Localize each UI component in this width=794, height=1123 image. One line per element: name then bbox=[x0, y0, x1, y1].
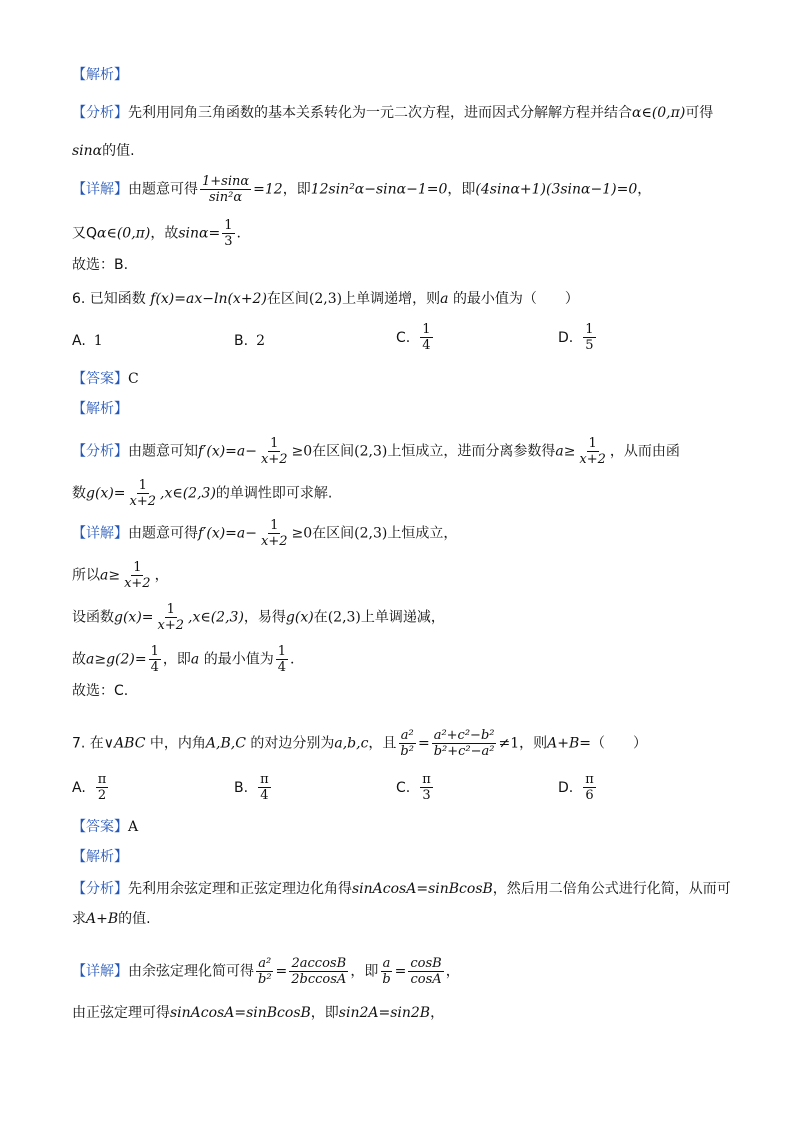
q7-detail-text-2: ，即 bbox=[350, 963, 379, 980]
q6-frac2-den: x+2 bbox=[579, 452, 606, 467]
q7-d4-den: cosA bbox=[410, 972, 442, 987]
q6-analysis-fraction bbox=[259, 436, 290, 467]
q7-stem-text-5: =（ ） bbox=[579, 735, 647, 752]
q6-analysis-fraction-2 bbox=[577, 436, 608, 467]
q7-last-text-3: ， bbox=[430, 1005, 445, 1021]
q7-b-num: π bbox=[260, 772, 269, 787]
q6-g-den: x+2 bbox=[129, 494, 157, 509]
q6-stem-prefix: 6. 已知函数 bbox=[72, 291, 146, 307]
q6-option-c-key: C. bbox=[396, 329, 411, 346]
q6-step2-den: x+2 bbox=[124, 576, 151, 591]
q7-option-c-key: C. bbox=[396, 779, 411, 796]
q6-d-den: 5 bbox=[585, 338, 594, 353]
q7-analysis2-math: A+B bbox=[86, 911, 119, 927]
q6-detail-derivative: f′(x)=a− bbox=[198, 525, 257, 542]
q6-detail-den: x+2 bbox=[261, 534, 288, 549]
q6-g-domain: ,x∈(2,3) bbox=[160, 485, 216, 502]
fenxi-label: 【分析】 bbox=[72, 105, 128, 121]
q7-option-a bbox=[72, 772, 110, 803]
analysis-label: 【解析】 bbox=[72, 849, 128, 865]
q6-step4-line bbox=[72, 644, 734, 675]
q5-third-den: 3 bbox=[224, 234, 233, 249]
q7-option-a-key: A. bbox=[72, 779, 86, 796]
q5-analysis-text: 先利用同角三角函数的基本关系转化为一元二次方程，进而因式分解解方程并结合 bbox=[128, 105, 632, 121]
q7-analysis-math-1: sinAcosA=sinBcosB bbox=[352, 881, 493, 897]
q5-analysis-line-2 bbox=[72, 142, 734, 160]
q6-frac-den: x+2 bbox=[261, 452, 288, 467]
q7-option-b-fraction bbox=[258, 772, 271, 803]
q5-detail-line bbox=[72, 174, 734, 205]
q6-step2-fraction bbox=[122, 560, 153, 591]
q6-step3-line bbox=[72, 602, 734, 633]
q5-detail-text-2: ，即 bbox=[282, 181, 311, 198]
q6-analysis-math-3: a≥ bbox=[555, 443, 576, 460]
q6-detail-text-3: 上恒成立， bbox=[387, 525, 458, 542]
q7-b-den: 4 bbox=[260, 788, 269, 803]
q6-analysis2-text-2: 的单调性即可求解. bbox=[215, 485, 333, 502]
q6-answer: C bbox=[128, 371, 139, 387]
q7-d4-num: cosB bbox=[410, 956, 442, 971]
analysis-label: 【解析】 bbox=[72, 401, 128, 417]
q5-third-num: 1 bbox=[224, 218, 233, 233]
q6-analysis-text-2: 在区间 bbox=[312, 443, 355, 460]
q6-answer-line bbox=[72, 370, 734, 388]
q7-c-num: π bbox=[422, 772, 431, 787]
q7-option-b-key: B. bbox=[234, 779, 249, 796]
q7-d3-den: b bbox=[382, 972, 391, 987]
q5-line2-text-2: ，故 bbox=[150, 225, 179, 242]
q7-d2-num: 2accosB bbox=[291, 956, 347, 971]
q7-d2-den: 2bccosA bbox=[291, 972, 347, 987]
q7-triangle: ABC bbox=[114, 735, 146, 752]
q7-analysis-line-2 bbox=[72, 910, 734, 928]
q7-stem-neq: ≠1 bbox=[498, 735, 520, 752]
q5-choice: 故选：B. bbox=[72, 257, 129, 273]
q7-a-num: π bbox=[97, 772, 107, 787]
answer-label: 【答案】 bbox=[72, 371, 128, 387]
q6-step3-g: g(x)= bbox=[114, 609, 154, 626]
q7-f1-num: a² bbox=[400, 728, 414, 743]
xiangjie-label: 【详解】 bbox=[72, 525, 128, 542]
q7-d1-num: a² bbox=[258, 956, 272, 971]
q6-derivative: f′(x)=a− bbox=[198, 443, 257, 460]
q6-step4-tail: . bbox=[289, 651, 295, 668]
q7-answer: A bbox=[128, 819, 139, 835]
q6-option-a-key: A. bbox=[72, 333, 86, 349]
q5-conclusion-line: 又Qα∈(0,π)，故sinα= $\frac{1}{3}$ . bbox=[72, 218, 241, 249]
q6-step4-fraction bbox=[149, 644, 161, 675]
q7-detail-fraction-3 bbox=[380, 956, 392, 987]
q7-last-line bbox=[72, 1004, 734, 1022]
q6-option-d bbox=[558, 322, 598, 353]
q7-detail-fraction-1 bbox=[256, 956, 274, 987]
q6-analysis-text-1: 由题意可知 bbox=[128, 443, 198, 460]
q7-option-d bbox=[558, 772, 598, 803]
q5-analysis-line bbox=[72, 104, 734, 122]
fenxi-label: 【分析】 bbox=[72, 881, 128, 897]
q6-g-fraction bbox=[128, 478, 159, 509]
q7-detail-eq-2: = bbox=[394, 963, 407, 980]
q6-option-c-fraction bbox=[420, 322, 432, 353]
q6-stem-text-1: 在区间 bbox=[266, 291, 309, 307]
q6-step4-text-1: 故 bbox=[72, 651, 86, 668]
q7-sides: a,b,c bbox=[334, 735, 369, 752]
q7-detail-text-3: ， bbox=[445, 963, 460, 980]
xiangjie-label: 【详解】 bbox=[72, 181, 128, 198]
q6-step4-var: a bbox=[190, 651, 200, 668]
q6-analysis-text-4: ，从而由函 bbox=[609, 443, 680, 460]
q7-d-num: π bbox=[585, 772, 594, 787]
q5-alpha-interval: α∈(0,π) bbox=[632, 105, 686, 121]
q7-stem-eq: = bbox=[417, 735, 430, 752]
q5-frac-num: 1+sinα bbox=[202, 174, 250, 189]
q6-step4-den: 4 bbox=[150, 660, 159, 675]
q7-angles: A,B,C bbox=[205, 735, 246, 752]
q6-step3-text-4: 上单调递减， bbox=[360, 609, 445, 626]
analysis-label: 【解析】 bbox=[72, 67, 128, 83]
q5-line2-math-1: α∈(0,π) bbox=[97, 225, 151, 242]
q6-analysis-line-2 bbox=[72, 478, 734, 509]
q6-d-num: 1 bbox=[585, 322, 594, 337]
q7-stem-text-2: 的对边分别为 bbox=[250, 735, 335, 752]
q6-analysis-text-3: 上恒成立，进而分离参数得 bbox=[387, 443, 556, 460]
q6-analysis-math-2: ≥0 bbox=[291, 443, 313, 460]
q7-last-text-1: 由正弦定理可得 bbox=[72, 1005, 170, 1021]
q6-result-den: 4 bbox=[277, 660, 286, 675]
q7-last-math-2: sin2A=sin2B bbox=[338, 1005, 431, 1021]
q6-stem-text-3: 的最小值为（ ） bbox=[452, 291, 579, 307]
q5-detail-text-1: 由题意可得 bbox=[128, 181, 198, 198]
q6-detail-num: 1 bbox=[270, 518, 279, 533]
q7-detail-text-1: 由余弦定理化简可得 bbox=[128, 963, 254, 980]
q6-step2-math: a≥ bbox=[100, 567, 121, 584]
q7-f1-den: b² bbox=[400, 744, 414, 759]
q7-option-b bbox=[234, 772, 273, 803]
q5-detail-math-2: 12sin²α−sinα−1=0 bbox=[310, 181, 448, 198]
q7-stem bbox=[72, 728, 734, 759]
q6-step3-text-1: 设函数 bbox=[72, 609, 114, 626]
q6-choice: 故选：C. bbox=[72, 683, 129, 699]
q5-detail-fraction bbox=[200, 174, 251, 205]
q6-detail-interval: (2,3) bbox=[354, 525, 388, 542]
q6-step2-text: 所以 bbox=[72, 567, 100, 584]
q5-one-third bbox=[222, 218, 234, 249]
q7-stem-text-4: ，则 bbox=[519, 735, 548, 752]
q7-option-c bbox=[396, 772, 435, 803]
q6-step3-domain: ,x∈(2,3) bbox=[188, 609, 244, 626]
q5-frac-den: sin²α bbox=[208, 190, 243, 205]
q6-frac2-num: 1 bbox=[588, 436, 597, 451]
q6-option-c bbox=[396, 322, 435, 353]
q6-step3-gx: g(x) bbox=[285, 609, 314, 626]
q6-analysis-label-line bbox=[72, 400, 734, 418]
q6-step2-tail: ， bbox=[154, 567, 169, 584]
q5-detail-text-3: ，即 bbox=[447, 181, 476, 198]
q6-detail-line bbox=[72, 518, 734, 549]
q6-option-d-key: D. bbox=[558, 329, 574, 346]
q6-option-b-value: 2 bbox=[256, 333, 265, 349]
q7-detail-fraction-2 bbox=[289, 956, 348, 987]
q6-stem bbox=[72, 290, 734, 308]
q6-step3-num: 1 bbox=[166, 602, 175, 617]
q5-analysis-text-3: 的值. bbox=[102, 143, 135, 159]
q5-line2-math-2: sinα= bbox=[178, 225, 221, 242]
q6-g-def: g(x)= bbox=[86, 485, 126, 502]
q6-step3-fraction bbox=[156, 602, 187, 633]
q7-last-text-2: ，即 bbox=[310, 1005, 339, 1021]
q7-option-a-fraction bbox=[96, 772, 109, 803]
xiangjie-label: 【详解】 bbox=[72, 963, 128, 980]
q7-analysis-line bbox=[72, 880, 734, 898]
q7-detail-fraction-4 bbox=[408, 956, 443, 987]
answer-label: 【答案】 bbox=[72, 819, 128, 835]
q7-f2-num: a²+c²−b² bbox=[433, 728, 495, 743]
q6-option-d-fraction bbox=[583, 322, 595, 353]
q7-f2-den: b²+c²−a² bbox=[433, 744, 495, 759]
q6-analysis2-text-1: 数 bbox=[72, 485, 86, 502]
q7-c-den: 3 bbox=[422, 788, 431, 803]
q6-detail-ge0: ≥0 bbox=[291, 525, 313, 542]
q5-analysis-text-2: 可得 bbox=[685, 105, 714, 121]
q6-result-num: 1 bbox=[277, 644, 286, 659]
q7-option-d-key: D. bbox=[558, 779, 574, 796]
q6-option-b-key: B. bbox=[234, 333, 249, 349]
q7-analysis-label-line bbox=[72, 848, 734, 866]
q6-stem-text-2: 上单调递增，则 bbox=[342, 291, 441, 307]
q6-analysis-interval: (2,3) bbox=[354, 443, 388, 460]
q5-detail-text-4: ， bbox=[637, 181, 652, 198]
q6-step3-interval: (2,3) bbox=[327, 609, 361, 626]
q6-function: f(x)=ax−ln(x+2) bbox=[150, 291, 267, 307]
q6-step4-text-3: 的最小值为 bbox=[203, 651, 274, 668]
q7-analysis-text-2: ，然后用二倍角公式进行化简，从而可 bbox=[492, 881, 731, 897]
q7-detail-eq: = bbox=[275, 963, 288, 980]
q7-a-den: 2 bbox=[97, 788, 107, 803]
q6-c-den: 4 bbox=[422, 338, 431, 353]
q7-stem-text-1: 中，内角 bbox=[149, 735, 206, 752]
q6-step4-num: 1 bbox=[150, 644, 159, 659]
q7-stem-prefix: 7. 在∨ bbox=[72, 735, 115, 752]
q5-analysis-label-line bbox=[72, 66, 734, 84]
q6-step4-result bbox=[276, 644, 288, 675]
q5-line2-text-1: 又Q bbox=[72, 225, 98, 242]
q6-var-a: a bbox=[440, 291, 449, 307]
q5-sin-alpha: sinα bbox=[72, 143, 103, 159]
q7-option-d-fraction bbox=[583, 772, 596, 803]
q6-option-a bbox=[72, 332, 103, 350]
q6-interval: (2,3) bbox=[308, 291, 343, 307]
q6-step2-num: 1 bbox=[133, 560, 142, 575]
q7-answer-line bbox=[72, 818, 734, 836]
q7-stem-text-3: ，且 bbox=[368, 735, 397, 752]
q7-d1-den: b² bbox=[258, 972, 272, 987]
q6-frac-num: 1 bbox=[270, 436, 279, 451]
q7-last-math-1: sinAcosA=sinBcosB bbox=[170, 1005, 311, 1021]
q5-detail-math-1: =12 bbox=[253, 181, 283, 198]
q6-step2-line bbox=[72, 560, 734, 591]
q7-analysis2-text-2: 的值. bbox=[118, 911, 151, 927]
q6-step4-text-2: ，即 bbox=[162, 651, 191, 668]
q6-option-b bbox=[234, 332, 265, 350]
q6-detail-text-1: 由题意可得 bbox=[128, 525, 198, 542]
q5-detail-math-3: (4sinα+1)(3sinα−1)=0 bbox=[475, 181, 638, 198]
q6-detail-text-2: 在区间 bbox=[312, 525, 355, 542]
q7-analysis-text-1: 先利用余弦定理和正弦定理边化角得 bbox=[128, 881, 352, 897]
q7-analysis2-text-1: 求 bbox=[72, 911, 86, 927]
q6-step3-den: x+2 bbox=[157, 618, 185, 633]
q7-detail-line bbox=[72, 956, 734, 987]
fenxi-label: 【分析】 bbox=[72, 443, 128, 460]
q7-d3-num: a bbox=[382, 956, 391, 971]
q7-option-c-fraction bbox=[420, 772, 433, 803]
q6-analysis-line bbox=[72, 436, 734, 467]
q6-c-num: 1 bbox=[422, 322, 431, 337]
q6-step3-text-3: 在 bbox=[313, 609, 328, 626]
q7-stem-fraction-2 bbox=[432, 728, 497, 759]
q7-d-den: 6 bbox=[585, 788, 594, 803]
q6-g-num: 1 bbox=[138, 478, 147, 493]
q7-sum: A+B bbox=[547, 735, 580, 752]
q7-stem-fraction-1 bbox=[398, 728, 416, 759]
q6-detail-fraction bbox=[259, 518, 290, 549]
q6-step3-text-2: ，易得 bbox=[243, 609, 286, 626]
q6-step4-math: a≥g(2)= bbox=[86, 651, 147, 668]
q6-option-a-value: 1 bbox=[93, 333, 103, 349]
